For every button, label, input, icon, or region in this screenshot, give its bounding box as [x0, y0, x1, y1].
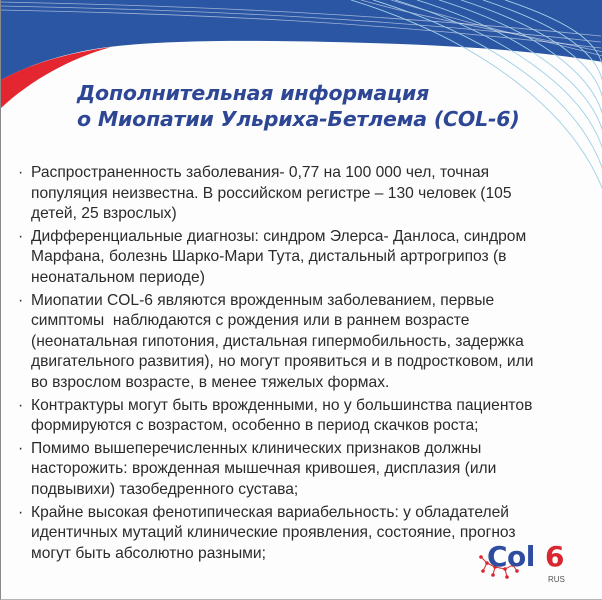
bullet-dot-icon: ·	[18, 503, 24, 521]
logo-text-col: Col	[487, 540, 535, 573]
bullet-dot-icon: ·	[18, 396, 24, 414]
col6-rus-logo	[479, 540, 579, 593]
title-line-1: Дополнительная информация	[77, 81, 430, 105]
logo-text-rus: RUS	[548, 575, 565, 584]
bullet-dot-icon: ·	[18, 439, 24, 457]
title-line-2: о Миопатии Ульриха-Бетлема (COL-6)	[77, 107, 520, 131]
bullet-contractures: · Контрактуры могут быть врожденными, но у большинства пациентов формируются с возрастом, особенно в период скачков роста;	[18, 396, 533, 435]
bullet-dot-icon: ·	[18, 164, 24, 181]
info-bullet-list	[15, 163, 595, 566]
bullet-warning-signs: · Помимо вышеперечисленных клинических признаков должны насторожить: врожденная мышечная кривошея, дисплазия (или подвывихи) тазобедренного сустава;	[18, 439, 497, 498]
bullet-dot-icon: ·	[18, 227, 24, 245]
logo-text-six: 6	[545, 540, 565, 573]
bullet-onset: · Миопатии COL-6 являются врожденным заболеванием, первые симптомы наблюдаются с рождения или в раннем возрасте (неонатальная гипотония, дистальная гипермобильность, задержка двигательного развития), но могут проявиться и в подростковом, или во взрослом возрасте, в менее тяжелых формах.	[18, 291, 534, 391]
page-title	[77, 80, 520, 132]
bullet-differential-diagnosis: · Дифференциальные диагнозы: синдром Элерса- Данлоса, синдром Марфана, болезнь Шарко-Мари Тута, дистальный артрогрипоз (в неонатальном периоде)	[18, 227, 527, 286]
bullet-dot-icon: ·	[18, 291, 24, 309]
bullet-variability: · Крайне высокая фенотипическая вариабельность: у обладателей идентичных мутаций клинические проявления, состояние, прогноз могут быть абсолютно разными;	[18, 503, 516, 562]
bullet-prevalence: · Распространенность заболевания- 0,77 на 100 000 чел, точная популяция неизвестна. В российском регистре – 130 человек (105 детей, 25 взрослых)	[18, 164, 512, 223]
